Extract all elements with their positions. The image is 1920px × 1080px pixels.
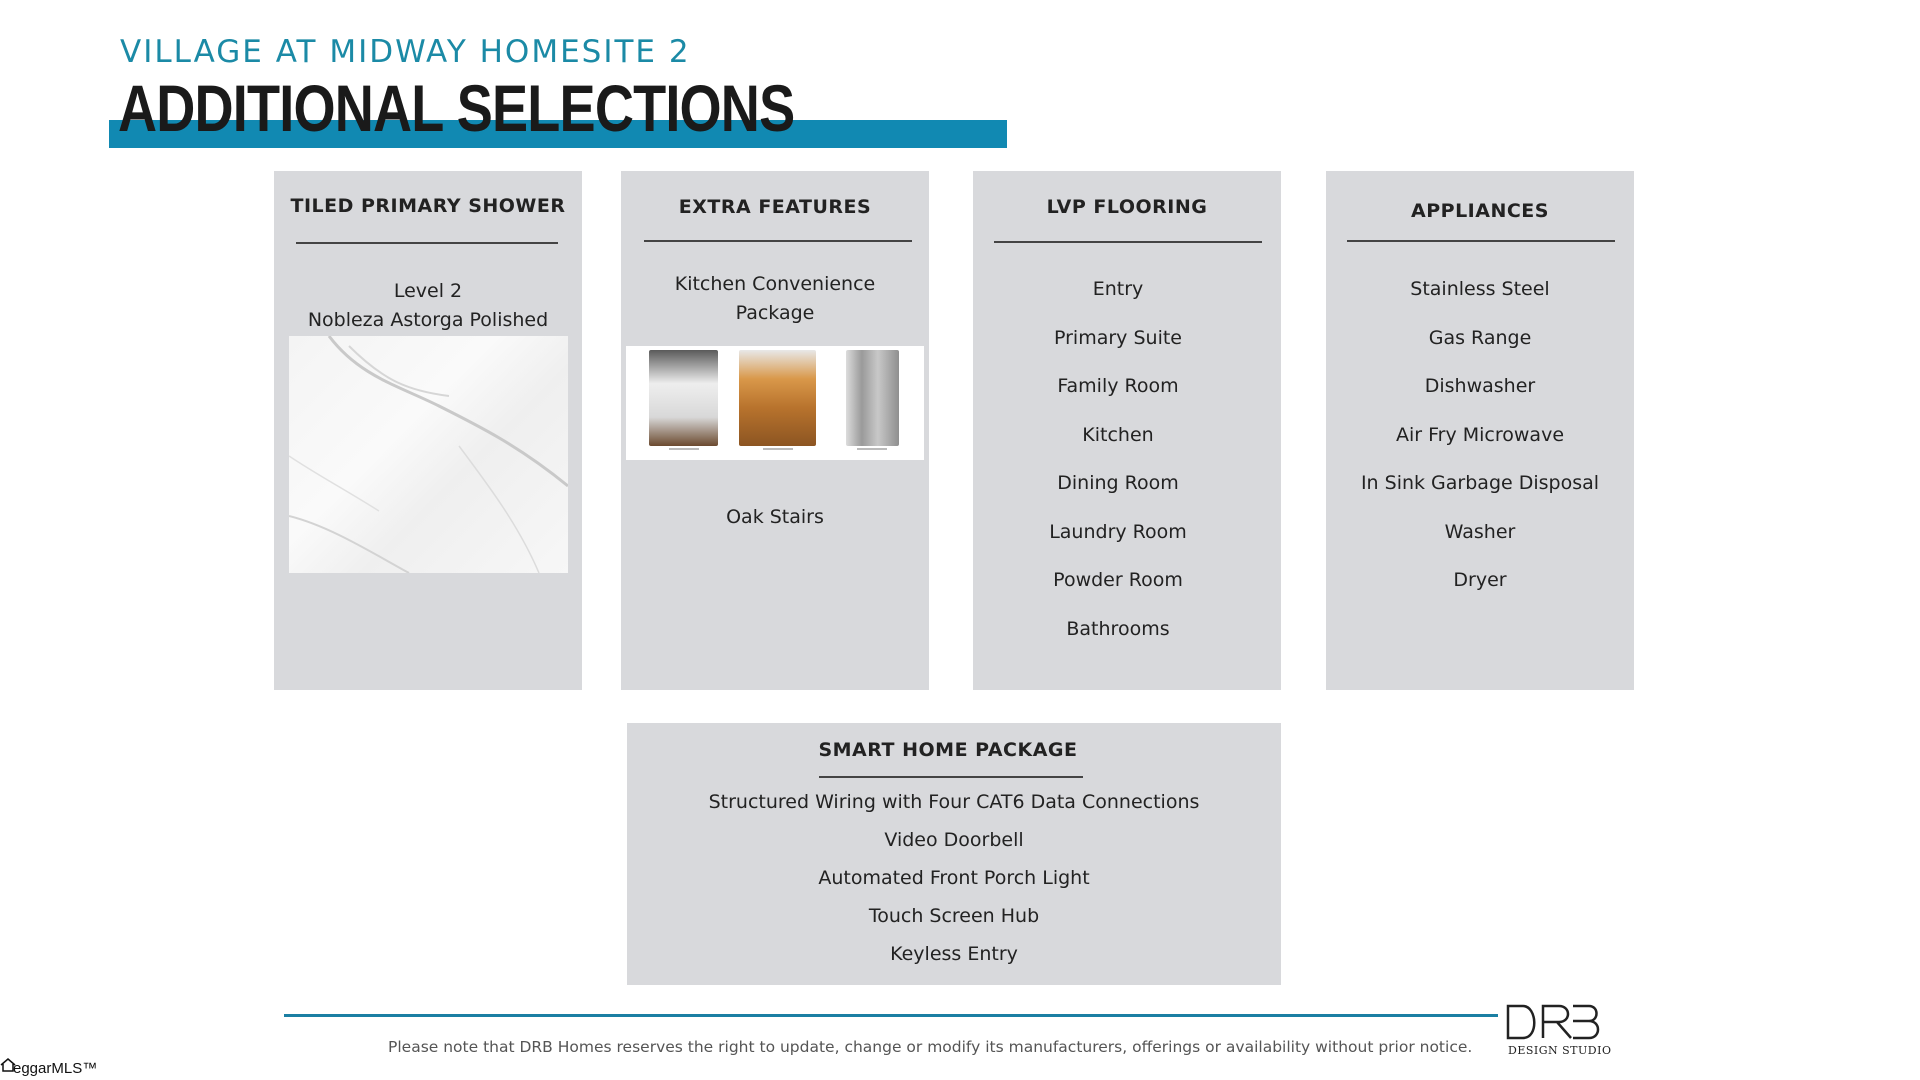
appliance-item: Air Fry Microwave [1395, 423, 1565, 446]
appliance-item: Dryer [1453, 569, 1507, 591]
footer-divider [284, 1014, 1498, 1017]
pull-out-trash-photo [649, 350, 718, 446]
appliance-item: In Sink Garbage Disposal [1360, 472, 1600, 494]
smart-home-card-title: SMART HOME PACKAGE [818, 739, 1078, 761]
smart-home-item: Touch Screen Hub [868, 905, 1040, 927]
appliances-card-divider [1347, 240, 1615, 242]
extras-card [621, 171, 929, 690]
appliances-list [1326, 278, 1634, 618]
flooring-item: Kitchen [1082, 423, 1154, 446]
flooring-item: Dining Room [1057, 472, 1179, 494]
mls-label: eggarMLS™ [13, 1060, 98, 1077]
page-title: ADDITIONAL SELECTIONS [118, 71, 795, 145]
kitchen-package-photos [626, 346, 924, 460]
kitchen-package-line1: Kitchen Convenience [674, 273, 876, 295]
flooring-item: Entry [1092, 278, 1144, 300]
appliance-item: Washer [1444, 520, 1516, 543]
shower-card [274, 171, 582, 690]
marble-tile-swatch [289, 336, 568, 573]
smart-home-list [627, 791, 1281, 981]
flooring-item: Powder Room [1053, 569, 1183, 591]
flooring-item: Family Room [1057, 375, 1179, 397]
flooring-item: Bathrooms [1066, 617, 1170, 640]
shower-card-title: TILED PRIMARY SHOWER [290, 195, 566, 217]
appliances-card-title: APPLIANCES [1411, 200, 1549, 222]
disclaimer-text: Please note that DRB Homes reserves the right to update, change or modify its manufacturers, offerings or availability without prior notice. [388, 1038, 1473, 1056]
smart-home-item: Video Doorbell [884, 829, 1024, 851]
smart-home-item: Keyless Entry [890, 943, 1018, 965]
shower-level: Level 2 [393, 280, 463, 302]
design-studio-label: DESIGN STUDIO [1508, 1044, 1612, 1057]
smart-home-item: Automated Front Porch Light [818, 867, 1090, 889]
appliances-card [1326, 171, 1634, 690]
shower-card-divider [296, 242, 558, 244]
flooring-card-title: LVP FLOORING [1046, 196, 1208, 218]
appliance-item: Dishwasher [1424, 375, 1536, 397]
flooring-list [955, 278, 1281, 666]
flooring-card [973, 171, 1281, 690]
drb-logo-letters [1505, 1002, 1507, 1003]
smart-home-item: Structured Wiring with Four CAT6 Data Connections [708, 791, 1200, 813]
refrigerator-photo [846, 350, 899, 446]
subtitle: VILLAGE AT MIDWAY HOMESITE 2 [120, 34, 691, 70]
flooring-card-divider [994, 241, 1262, 243]
flooring-item: Primary Suite [1054, 326, 1182, 349]
roll-out-shelves-photo [739, 350, 816, 446]
shower-tile-name: Nobleza Astorga Polished [307, 309, 549, 331]
oak-stairs: Oak Stairs [726, 506, 824, 528]
flooring-item: Laundry Room [1049, 520, 1187, 543]
appliance-item: Gas Range [1428, 326, 1532, 349]
extras-card-title: EXTRA FEATURES [678, 196, 872, 218]
smart-home-card-divider [819, 776, 1083, 778]
smart-home-card [627, 723, 1281, 985]
appliance-item: Stainless Steel [1410, 278, 1550, 300]
extras-card-divider [644, 240, 912, 242]
kitchen-package-line2: Package [735, 302, 815, 324]
